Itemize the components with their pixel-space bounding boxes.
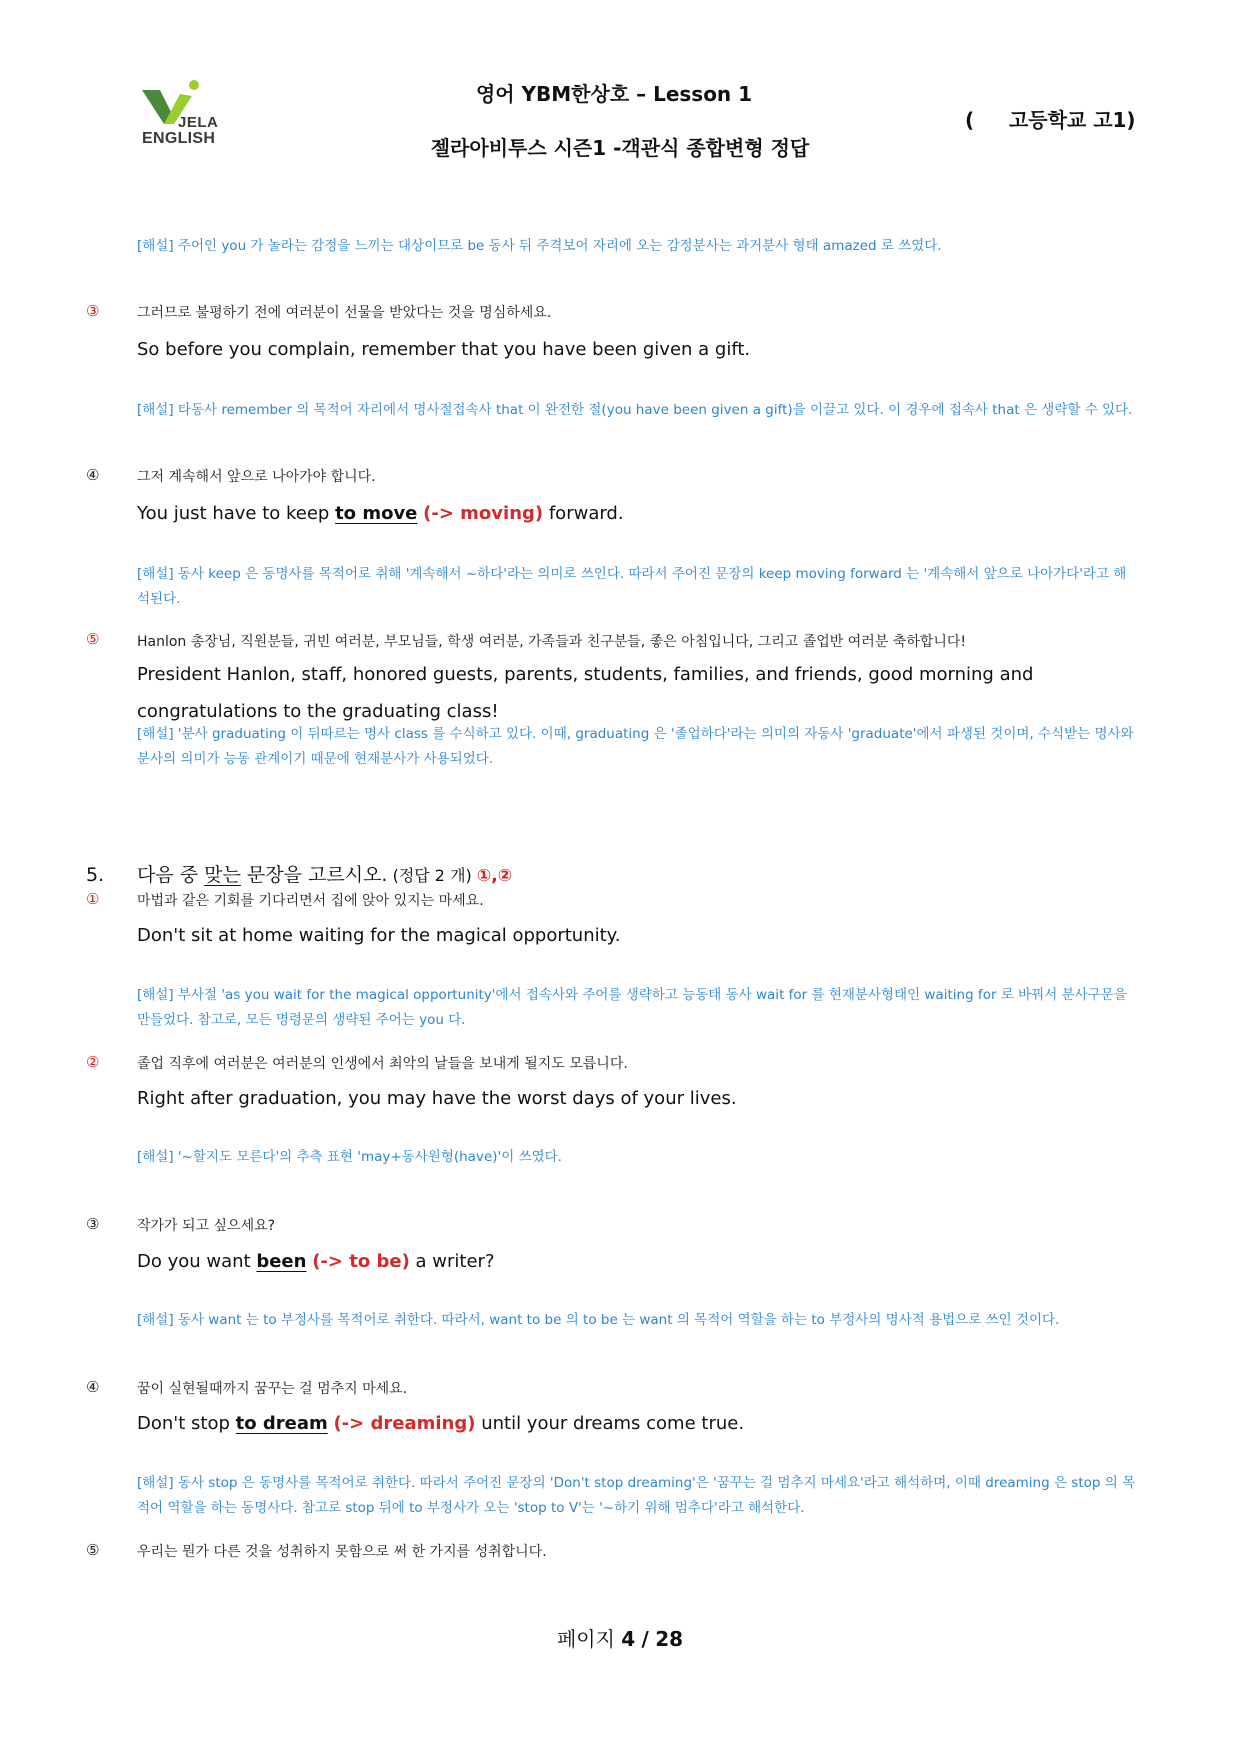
page-header [0, 0, 1240, 180]
explanation-text: [해설] '~할지도 모른다'의 추측 표현 'may+동사원형(have)'이 쓰였다. [137, 1149, 562, 1165]
choice-marker: ④ [86, 1378, 100, 1396]
choice-marker: ⑤ [86, 630, 100, 648]
question-5-prompt: 5. 다음 중 맞는 문장을 고르시오. (정답 2 개) ①,② [86, 864, 513, 886]
explanation-text: [해설] 동사 stop 은 동명사를 목적어로 취한다. 따라서 주어진 문장의 'Don't stop dreaming'은 '꿈꾸는 걸 멈추지 마세요'라고 해석하며, 이때 dreaming 은 stop 의 목적어 역할을 하는 동명사다. 참고로 stop 뒤에 to 부정사가 오는 'stop to V'는 '~하기 위해 멈추다'라고 해석한다. [137, 1475, 1136, 1516]
page-total: 28 [655, 1627, 684, 1651]
korean-sentence: 그저 계속해서 앞으로 나아가야 합니다. [137, 469, 376, 485]
korean-sentence: 꿈이 실현될때까지 꿈꾸는 걸 멈추지 마세요. [137, 1381, 408, 1397]
choice-marker: ③ [86, 1215, 100, 1233]
english-sentence: President Hanlon, staff, honored guests, parents, students, families, and friends, good morning and congratulations to the graduating class! [137, 664, 1034, 722]
error-phrase: to dream [235, 1413, 328, 1434]
correction: (-> moving) [423, 503, 544, 524]
choice-marker: ⑤ [86, 1541, 100, 1559]
korean-sentence: 그러므로 불평하기 전에 여러분이 선물을 받았다는 것을 명심하세요. [137, 305, 552, 321]
page-separator: / [641, 1627, 649, 1651]
explanation-text: [해설] 주어인 you 가 놀라는 감정을 느끼는 대상이므로 be 동사 뒤 주격보어 자리에 오는 감정분사는 과거분사 형태 amazed 로 쓰였다. [137, 238, 942, 254]
error-phrase: been [256, 1251, 307, 1272]
page-label: 페이지 [556, 1627, 615, 1651]
choice-marker: ④ [86, 466, 100, 484]
korean-sentence: Hanlon 총장님, 직원분들, 귀빈 여러분, 부모님들, 학생 여러분, 가족들과 친구분들, 좋은 아침입니다, 그리고 졸업반 여러분 축하합니다! [137, 634, 967, 650]
korean-sentence: 우리는 뭔가 다른 것을 성취하지 못함으로 써 한 가지를 성취합니다. [137, 1544, 547, 1560]
explanation-text: [해설] '분사 graduating 이 뒤따르는 명사 class 를 수식하고 있다. 이때, graduating 은 '졸업하다'라는 의미의 자동사 'graduate'에서 파생된 것이며, 수식받는 명사와 분사의 의미가 능동 관계이기 때문에 현재분사가 사용되었다. [137, 726, 1134, 767]
question-number: 5. [86, 864, 105, 886]
explanation-text: [해설] 동사 want 는 to 부정사를 목적어로 취한다. 따라서, want to be 의 to be 는 want 의 목적어 역할을 하는 to 부정사의 명사적 용법으로 쓰인 것이다. [137, 1312, 1060, 1328]
english-sentence: Right after graduation, you may have the worst days of your lives. [137, 1088, 737, 1109]
page-current: 4 [621, 1627, 636, 1651]
english-sentence: Don't stop to dream (-> dreaming) until your dreams come true. [137, 1413, 745, 1434]
document-subtitle: 젤라아비투스 시즌1 -객관식 종합변형 정답 [430, 136, 810, 160]
korean-sentence: 작가가 되고 싶으세요? [137, 1218, 276, 1234]
page-footer [0, 1623, 1240, 1652]
english-sentence: Do you want been (-> to be) a writer? [137, 1251, 495, 1272]
document-title: 영어 YBM한상호 – Lesson 1 [475, 82, 753, 106]
correction: (-> dreaming) [333, 1413, 476, 1434]
explanation-text: [해설] 동사 keep 은 동명사를 목적어로 취해 '계속해서 ~하다'라는 의미로 쓰인다. 따라서 주어진 문장의 keep moving forward 는 '계속해서 앞으로 나아가다'라고 해석된다. [137, 566, 1127, 607]
correction: (-> to be) [312, 1251, 410, 1272]
explanation-text: [해설] 타동사 remember 의 목적어 자리에서 명사절접속사 that 이 완전한 절(you have been given a gift)을 이끌고 있다. 이 경우에 접속사 that 은 생략할 수 있다. [137, 402, 1133, 418]
english-sentence: So before you complain, remember that you have been given a gift. [137, 339, 751, 360]
english-sentence: You just have to keep to move (-> moving) forward. [137, 503, 624, 524]
korean-sentence: 졸업 직후에 여러분은 여러분의 인생에서 최악의 날들을 보내게 될지도 모릅니다. [137, 1056, 628, 1072]
explanation-text: [해설] 부사절 'as you wait for the magical opportunity'에서 접속사와 주어를 생략하고 능동태 동사 wait for 를 현재분사형태인 waiting for 로 바꿔서 분사구문을 만들었다. 참고로, 모든 명령문의 생략된 주어는 you 다. [137, 987, 1127, 1028]
logo-text-jela: JELA [178, 114, 219, 131]
korean-sentence: 마법과 같은 기회를 기다리면서 집에 앉아 있지는 마세요. [137, 893, 484, 909]
error-phrase: to move [335, 503, 418, 524]
choice-marker: ② [86, 1053, 100, 1071]
logo-text-english: ENGLISH [142, 130, 216, 147]
english-sentence: Don't sit at home waiting for the magical opportunity. [137, 925, 621, 946]
grade-label: ( 고등학교 고1) [965, 108, 1136, 132]
choice-marker: ① [86, 890, 100, 908]
answer-key: ①,② [476, 866, 513, 886]
choice-marker: ③ [86, 302, 100, 320]
